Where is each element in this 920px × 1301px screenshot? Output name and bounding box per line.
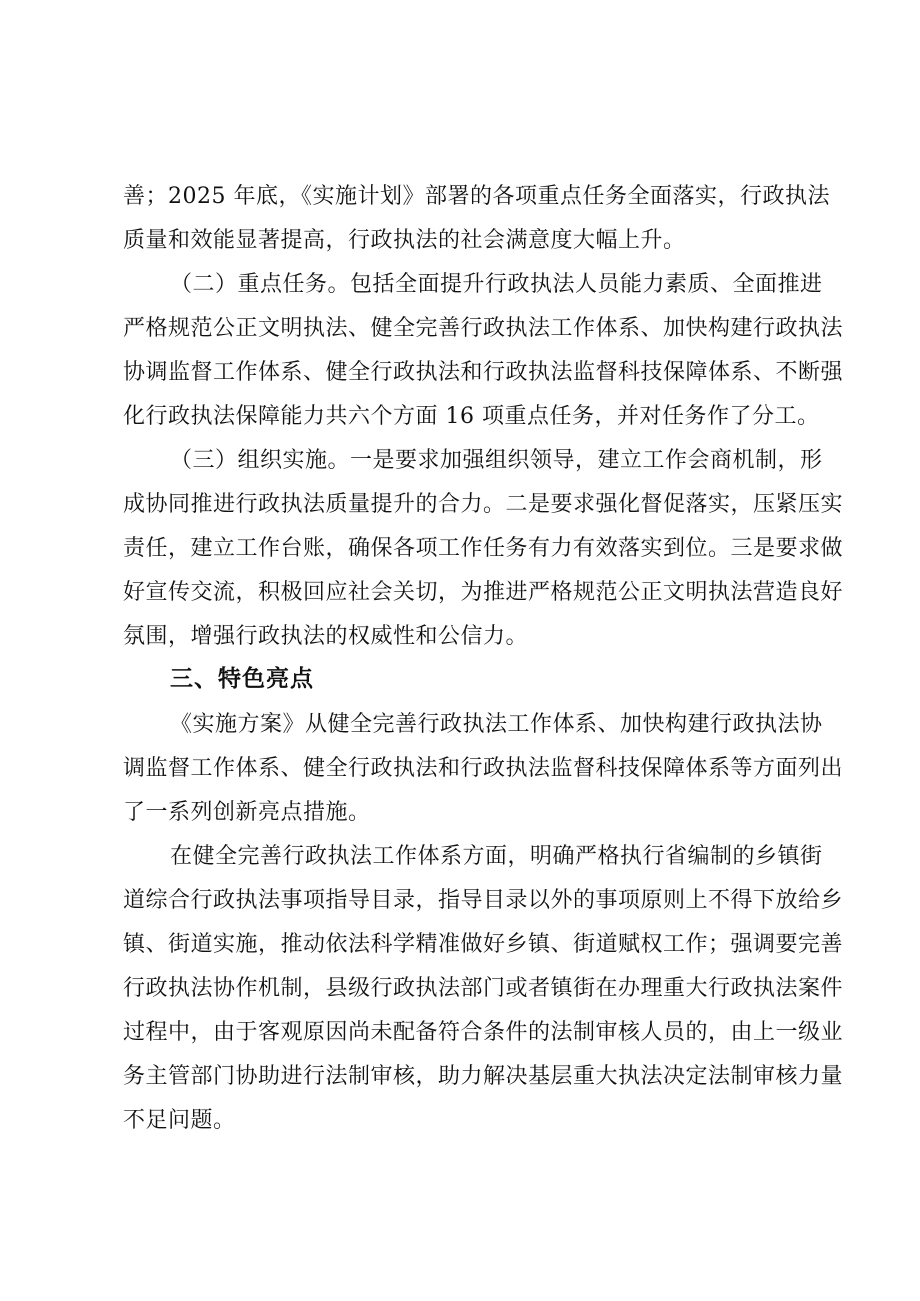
paragraph-line: 质量和效能显著提高，行政执法的社会满意度大幅上升。	[123, 228, 686, 253]
paragraph-line: 氛围，增强行政执法的权威性和公信力。	[123, 624, 529, 649]
paragraph-line: 镇、街道实施，推动依法科学精准做好乡镇、街道赋权工作；强调要完善	[123, 932, 844, 957]
section-heading: 三、特色亮点	[170, 666, 314, 692]
paragraph-line: 了一系列创新亮点措施。	[123, 800, 371, 825]
paragraph-line: （三）组织实施。一是要求加强组织领导，建立工作会商机制，形	[170, 448, 823, 473]
paragraph-line: 成协同推进行政执法质量提升的合力。二是要求强化督促落实，压紧压实	[123, 492, 844, 517]
paragraph-line: 责任，建立工作台账，确保各项工作任务有力有效落实到位。三是要求做	[123, 536, 844, 561]
paragraph-line: 不足问题。	[123, 1108, 236, 1133]
paragraph-line: 调监督工作体系、健全行政执法和行政执法监督科技保障体系等方面列出	[123, 756, 844, 781]
paragraph-line: 道综合行政执法事项指导目录，指导目录以外的事项原则上不得下放给乡	[123, 888, 844, 913]
paragraph-line: 在健全完善行政执法工作体系方面，明确严格执行省编制的乡镇街	[170, 844, 823, 869]
paragraph-line: 严格规范公正文明执法、健全完善行政执法工作体系、加快构建行政执法	[123, 316, 844, 341]
paragraph-line: 行政执法协作机制，县级行政执法部门或者镇街在办理重大行政执法案件	[123, 976, 844, 1001]
paragraph-line: 善；2025 年底，《实施计划》部署的各项重点任务全面落实，行政执法	[123, 184, 830, 209]
paragraph-line: 过程中，由于客观原因尚未配备符合条件的法制审核人员的，由上一级业	[123, 1020, 844, 1045]
paragraph-line: 协调监督工作体系、健全行政执法和行政执法监督科技保障体系、不断强	[123, 360, 844, 385]
paragraph-line: 好宣传交流，积极回应社会关切，为推进严格规范公正文明执法营造良好	[123, 580, 844, 605]
paragraph-line: 务主管部门协助进行法制审核，助力解决基层重大执法决定法制审核力量	[123, 1064, 844, 1089]
paragraph-line: 《实施方案》从健全完善行政执法工作体系、加快构建行政执法协	[170, 712, 823, 737]
paragraph-line: 化行政执法保障能力共六个方面 16 项重点任务，并对任务作了分工。	[123, 404, 820, 429]
paragraph-line: （二）重点任务。包括全面提升行政执法人员能力素质、全面推进	[170, 272, 823, 297]
